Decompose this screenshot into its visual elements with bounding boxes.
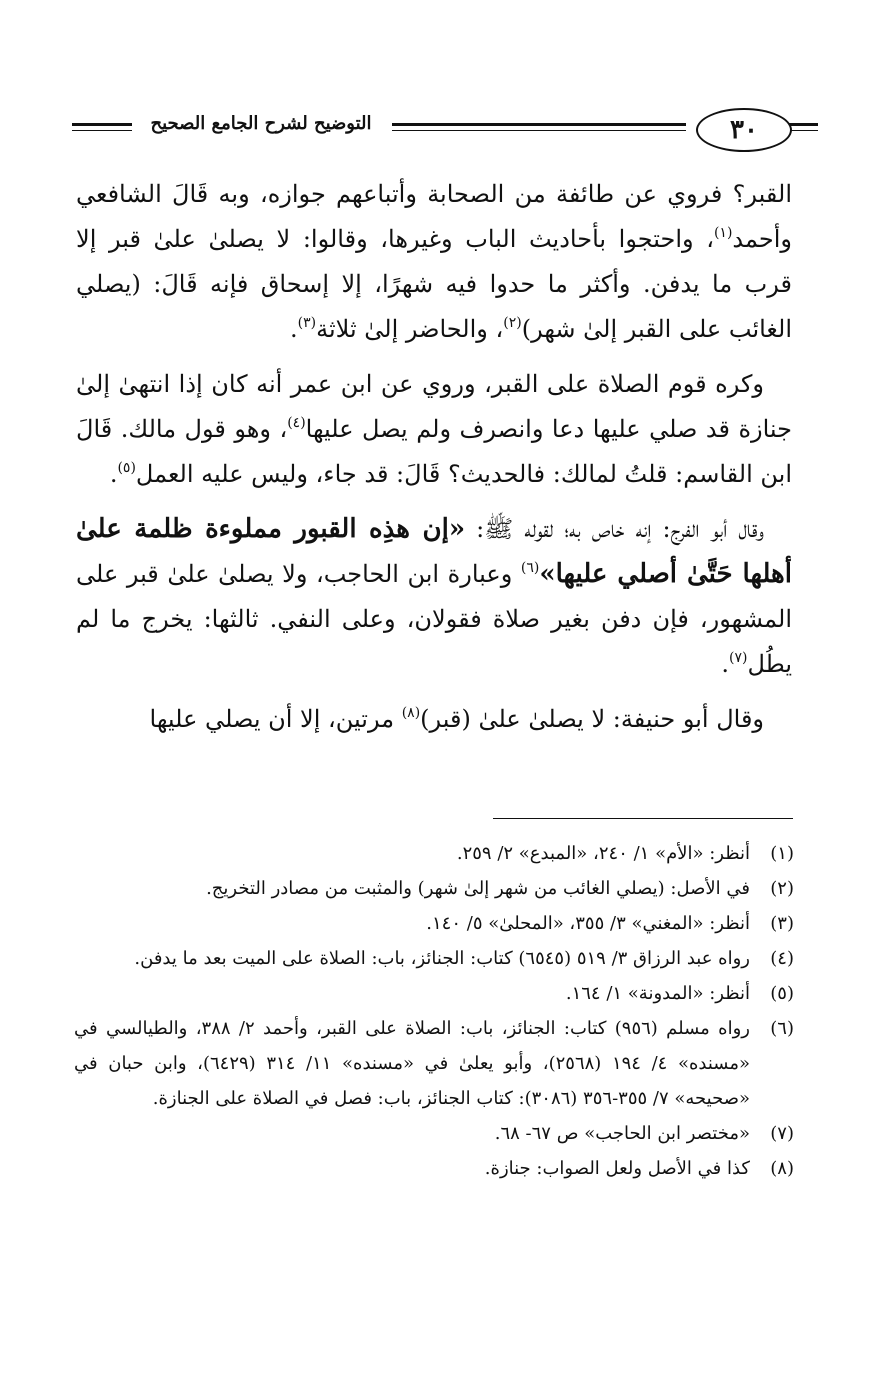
footnote-ref-2[interactable]: (٢) <box>503 315 522 331</box>
page-header <box>70 108 818 158</box>
footnote-5: (٥) أنظر: «المدونة» ١/ ١٦٤. <box>565 983 794 1004</box>
hadith-quote: «إن هذِه القبور مملوءة ظلمة علىٰ أهلها حَتَّىٰ أصلي عليها» <box>76 514 792 589</box>
footnote-3: (٣) أنظر: «المغني» ٣/ ٣٥٥، «المحلىٰ» ٥/ ١٤٠. <box>426 913 794 934</box>
running-title: التوضيح لشرح الجامع الصحيح <box>150 113 372 134</box>
footnotes <box>74 836 794 1186</box>
footnote-ref-3[interactable]: (٣) <box>297 315 317 331</box>
footnote-ref-8[interactable]: (٨) <box>401 705 421 721</box>
footnote-6: (٦) رواه مسلم (٩٥٦) كتاب: الجنائز، باب: الصلاة على القبر، وأحمد ٢/ ٣٨٨، والطيالسي في «مسنده» ٤/ ١٩٤ (٢٥٦٨)، وأبو يعلىٰ في «مسنده» ١١/ ٣١٤ (٦٤٢٩)، وابن حبان في «صحيحه» ٧/ ٣٥٥-٣٥٦ (٣٠٨٦): كتاب الجنائز، باب: فصل في الصلاة على الجنازة. <box>74 1018 794 1109</box>
header-rule-left <box>72 123 132 131</box>
main-text <box>76 172 792 752</box>
paragraph-3: وقال أبو الفرج: إنه خاص به؛ لقوله ﷺ: «إن هذِه القبور مملوءة ظلمة علىٰ أهلها حَتَّىٰ أصلي عليها»$^{(٦)}$ وعبارة ابن الحاجب، ولا يصلىٰ علىٰ قبر على المشهور، فإن دفن بغير صلاة فقولان، وعلى النفي. ثالثها: يخرج ما لم يطُل$^{(٧)}$. <box>76 514 792 678</box>
footnote-2: (٢) في الأصل: (يصلي الغائب من شهر إلىٰ شهر) والمثبت من مصادر التخريج. <box>206 878 794 899</box>
footnote-ref-6[interactable]: (٦) <box>520 560 540 576</box>
footnote-ref-1[interactable]: (١) <box>713 225 733 241</box>
paragraph-2: وكره قوم الصلاة على القبر، وروي عن ابن عمر أنه كان إذا انتهىٰ إلىٰ جنازة قد صلي عليها دعا وانصرف ولم يصل عليها$^{(٤)}$، وهو قول مالك. قَالَ ابن القاسم: قلتُ لمالك: فالحديث؟ قَالَ: قد جاء، وليس عليه العمل$^{(٥)}$. <box>76 370 792 488</box>
footnote-separator <box>493 818 793 819</box>
footnote-4: (٤) رواه عبد الرزاق ٣/ ٥١٩ (٦٥٤٥) كتاب: الجنائز، باب: الصلاة على الميت بعد ما يدفن. <box>134 948 794 969</box>
paragraph-1: القبر؟ فروي عن طائفة من الصحابة وأتباعهم جوازه، وبه قَالَ الشافعي وأحمد$^{(١)}$، واحتجوا بأحاديث الباب وغيرها، وقالوا: لا يصلىٰ علىٰ قبر إلا قرب ما يدفن. وأكثر ما حدوا فيه شهرًا، إلا إسحاق فإنه قَالَ: (يصلي الغائب على القبر إلىٰ شهر)$^{(٢)}$، والحاضر إلىٰ ثلاثة$^{(٣)}$. <box>76 180 792 343</box>
page-number: ٣٠ <box>696 108 792 152</box>
footnote-1: (١) أنظر: «الأم» ١/ ٢٤٠، «المبدع» ٢/ ٢٥٩. <box>456 843 794 864</box>
paragraph-4: وقال أبو حنيفة: لا يصلىٰ علىٰ (قبر)$^{(٨)}$ مرتين، إلا أن يصلي عليها <box>149 705 764 733</box>
footnote-8: (٨) كذا في الأصل ولعل الصواب: جنازة. <box>484 1158 794 1179</box>
footnote-ref-7[interactable]: (٧) <box>728 650 748 666</box>
footnote-7: (٧) «مختصر ابن الحاجب» ص ٦٧- ٦٨. <box>494 1123 794 1144</box>
header-rule-right <box>788 123 818 131</box>
footnote-ref-5[interactable]: (٥) <box>117 460 136 476</box>
header-rule-middle <box>392 123 686 131</box>
footnote-ref-4[interactable]: (٤) <box>287 415 306 431</box>
